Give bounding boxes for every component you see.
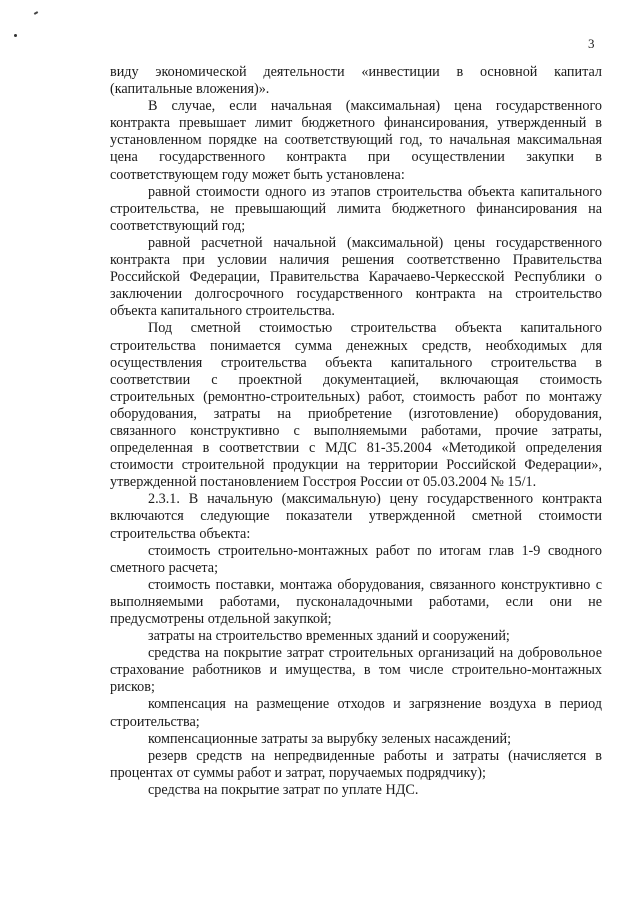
scan-artifact-mark [34,11,38,15]
list-item-insurance: средства на покрытие затрат строительных организаций на добровольное страхование работников и имущества, в том числе строительно-монтажных рисков; [110,645,602,696]
list-item-temporary-buildings: затраты на строительство временных зданий и сооружений; [148,628,510,645]
scan-artifact-dot [14,34,17,37]
paragraph-continuation: виду экономической деятельности «инвестиции в основной капитал (капитальные вложения)». [110,64,602,98]
list-item-equipment: стоимость поставки, монтажа оборудования, связанного конструктивно с выполняемыми работами, пусконаладочными работами, если они не предусмотрены отдельной закупкой; [110,576,602,627]
paragraph-stage-cost: равной стоимости одного из этапов строительства объекта капитального строительства, не превышающий лимита бюджетного финансирования на соответствующий год; [110,183,602,234]
list-item-vat: средства на покрытие затрат по уплате НДС. [148,781,419,798]
list-item-tree-cutting: компенсационные затраты за вырубку зеленых насаждений; [148,730,512,747]
list-item-reserve: резерв средств на непредвиденные работы и затраты (начисляется в процентах от суммы работ и затрат, поручаемых подрядчику); [110,747,602,781]
page-number: 3 [588,36,595,51]
document-body [110,64,602,799]
list-item-waste-compensation: компенсация на размещение отходов и загрязнение воздуха в период строительства; [110,696,602,730]
list-item-construction-works: стоимость строительно-монтажных работ по итогам глав 1-9 сводного сметного расчета; [110,542,602,576]
paragraph-estimate-definition: Под сметной стоимостью строительства объекта капитального строительства понимается сумма денежных средств, необходимых для осуществления строительства объекта капитального строительства в соответствии с проектной документацией, включающая стоимость строительных (ремонтно-строительных) работ, стоимость работ по монтажу оборудования, затраты на приобретение (изготовление) оборудования, связанного конструктивно с выполняемыми работами, прочие затраты, определенная в соответствии с МДС 81-35.2004 «Методикой определения стоимости строительной продукции на территории Российской Федерации», утвержденной постановлением Госстроя России от 05.03.2004 № 15/1. [110,320,602,491]
paragraph-calculated-price: равной расчетной начальной (максимальной) цены государственного контракта при условии наличия решения соответственно Правительства Российской Федерации, Правительства Карачаево-Черкесской Республики о заключении долгосрочного государственного контракта на строительство объекта капитального строительства. [110,234,602,320]
paragraph-section-2-3-1: 2.3.1. В начальную (максимальную) цену государственного контракта включаются следующие показатели утвержденной сметной стоимости строительства объекта: [110,491,602,542]
paragraph-price-exceeds-limit: В случае, если начальная (максимальная) цена государственного контракта превышает лимит бюджетного финансирования, утвержденный в установленном порядке на соответствующий год, то начальная максимальная цена государственного контракта при осуществлении закупки в соответствующем году может быть установлена: [110,98,602,183]
